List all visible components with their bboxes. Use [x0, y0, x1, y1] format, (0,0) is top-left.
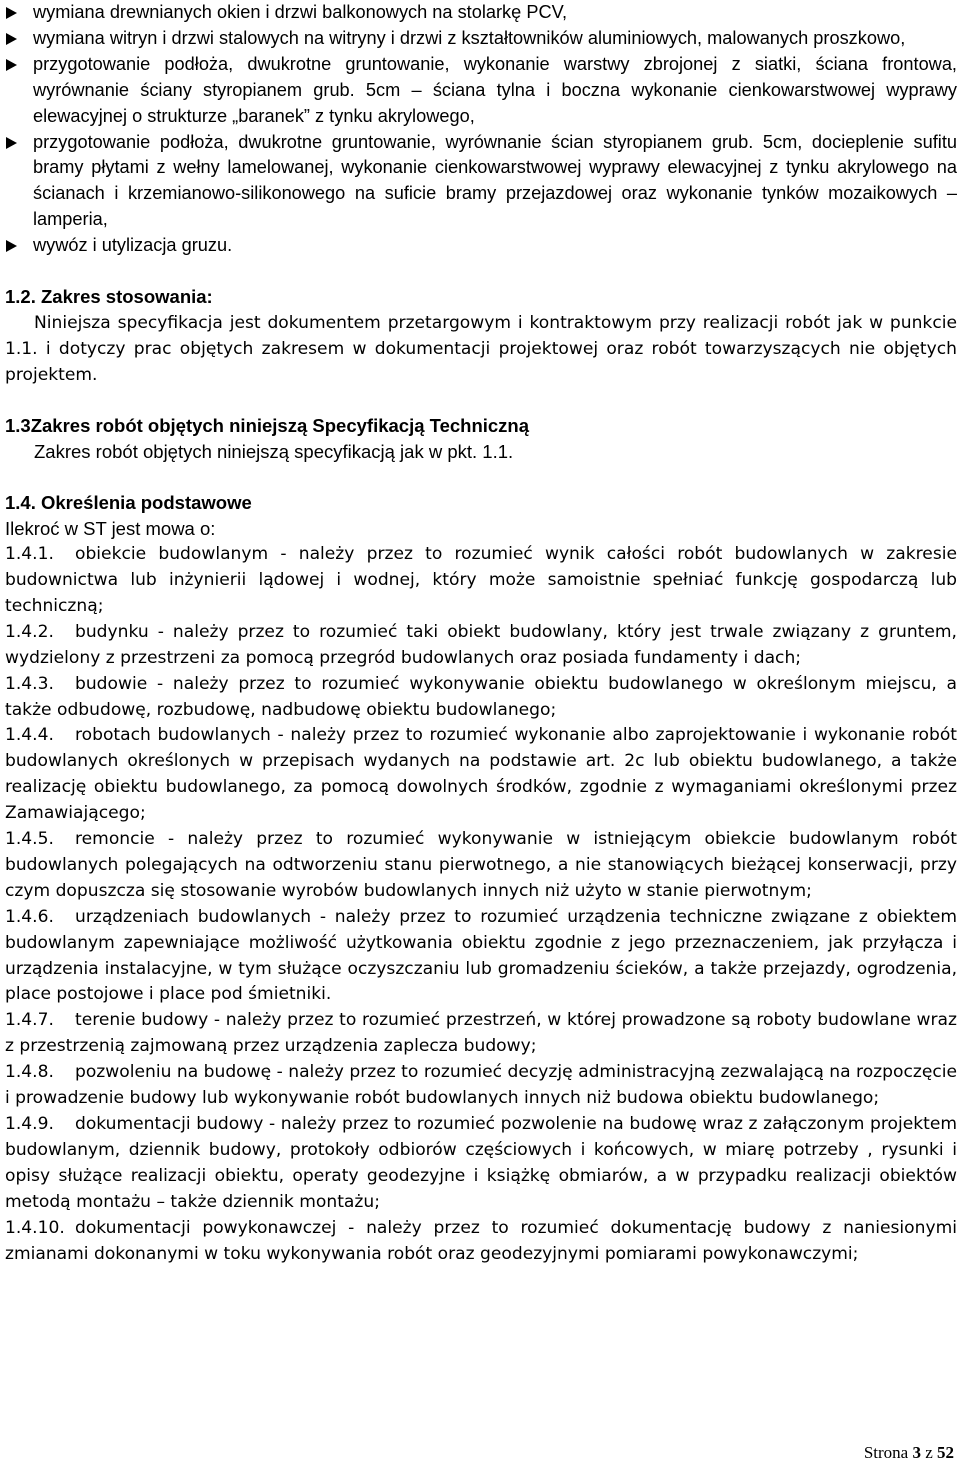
- footer-page-number: 3: [912, 1443, 921, 1462]
- section-number: 1.4.: [5, 492, 36, 514]
- section-number: 1.2.: [5, 286, 36, 308]
- section-number: 1.3: [5, 415, 31, 437]
- definition-number: 1.4.3.: [5, 673, 54, 694]
- definition-text: dokumentacji powykonawczej - należy przez to rozumieć dokumentację budowy z naniesionymi zmianami dokonanymi w toku wykonywania robót oraz geodezyjnymi pomiarami powykonawczymi;: [5, 1217, 957, 1264]
- definition-text: budowie - należy przez to rozumieć wykonywanie obiektu budowlanego w określonym miejscu, a także odbudowę, rozbudowę, nadbudowę obiektu budowlanego;: [5, 673, 957, 720]
- definition-item: [5, 1008, 957, 1060]
- footer-label: Strona: [863, 1443, 909, 1462]
- section-heading: [5, 490, 957, 516]
- definition-text: remoncie - należy przez to rozumieć wykonywanie w istniejącym obiekcie budowlanym robót budowlanych polegających na odtworzeniu stanu pierwotnego, a nie stanowiących bieżącej konserwacji, przy czym dopuszcza się stosowanie wyrobów budowlanych innych niż użyto w stanie pierwotnym;: [5, 829, 957, 901]
- bullet-text: przygotowanie podłoża, dwukrotne gruntowanie, wykonanie warstwy zbrojonej z siatki, ściana frontowa, wyrównanie ściany styropianem grub. 5cm – ściana tylna i boczna wykonanie cienkowarstwowej wyprawy elewacyjnej o strukturze „baranek” z tynku akrylowego,: [33, 53, 957, 126]
- definition-text: dokumentacji budowy - należy przez to rozumieć pozwolenie na budowę wraz z załączonym projektem budowlanym, dziennik budowy, protokoły odbiorów częściowych i końcowych, w miarę potrzeby , rysunki i opisy służące realizacji obiektu, operaty geodezyjne i książkę obmiarów, a w przypadku realizacji obiektów metodą montażu – także dziennik montażu;: [5, 1114, 957, 1212]
- page-footer: [864, 1443, 954, 1463]
- definition-number: 1.4.5.: [5, 829, 54, 850]
- bullet-item: [5, 233, 957, 259]
- definition-number: 1.4.9.: [5, 1114, 54, 1134]
- definition-item: [5, 827, 957, 905]
- definition-number: 1.4.4.: [5, 725, 54, 746]
- definition-item: [5, 723, 957, 827]
- section-body: Zakres robót objętych niniejszą specyfikacją jak w pkt. 1.1.: [34, 441, 514, 463]
- triangle-bullet-icon: [6, 33, 17, 45]
- section-title: Określenia podstawowe: [41, 492, 252, 514]
- section-title: Zakres robót objętych niniejszą Specyfikacją Techniczną: [30, 415, 530, 437]
- section-1-2: [5, 284, 957, 388]
- definition-text: pozwoleniu na budowę - należy przez to rozumieć decyzję administracyjną zezwalającą na rozpoczęcie i prowadzenie budowy lub wykonywanie robót budowlanych innych niż budowa obiektu budowlanego;: [5, 1062, 957, 1109]
- section-title: Zakres stosowania:: [41, 286, 213, 308]
- triangle-bullet-icon: [6, 7, 17, 19]
- definition-item: [5, 905, 957, 1009]
- triangle-bullet-icon: [6, 240, 17, 252]
- definition-number: 1.4.10.: [5, 1217, 65, 1238]
- definition-item: [5, 1112, 957, 1216]
- definition-number: 1.4.1.: [5, 544, 54, 565]
- definition-text: urządzeniach budowlanych - należy przez to rozumieć urządzenia techniczne związane z obiektem budowlanym zapewniające możliwość użytkowania obiektu zgodnie z jego przeznaczeniem, jak przyłącza i urządzenia instalacyjne, w tym służące oczyszczaniu lub gromadzeniu ścieków, a także przejazdy, ogrodzenia, place postojowe i place pod śmietniki.: [5, 906, 957, 1005]
- scope-bullet-list: [5, 0, 957, 259]
- section-heading: [5, 413, 957, 439]
- triangle-bullet-icon: [6, 59, 17, 71]
- bullet-text: wywóz i utylizacja gruzu.: [33, 235, 233, 256]
- definition-text: budynku - należy przez to rozumieć taki obiekt budowlany, który jest trwale związany z gruntem, wydzielony z przestrzeni za pomocą przegród budowlanych oraz posiada fundamenty i dach;: [5, 621, 957, 668]
- definitions-list: [5, 542, 957, 1267]
- definition-text: obiekcie budowlanym - należy przez to rozumieć wynik całości robót budowlanych w zakresie budownictwa lub inżynierii lądowej i wodnej, który może samoistnie spełniać funkcję gospodarczą lub techniczną;: [5, 544, 957, 616]
- definition-item: [5, 542, 957, 620]
- definition-text: terenie budowy - należy przez to rozumieć przestrzeń, w której prowadzone są roboty budowlane wraz z przestrzenią zajmowaną przez urządzenia zaplecza budowy;: [5, 1010, 957, 1057]
- triangle-bullet-icon: [6, 137, 17, 149]
- definition-number: 1.4.8.: [5, 1062, 54, 1083]
- bullet-item: [5, 130, 957, 234]
- bullet-text: przygotowanie podłoża, dwukrotne gruntowanie, wyrównanie ścian styropianem grub. 5cm, docieplenie sufitu bramy płytami z wełny lamelowanej, wykonanie cienkowarstwowej wyprawy elewacyjnej z tynku akrylowego na ścianach i krzemianowo-silikonowego na suficie bramy przejazdowej oraz wykonanie tynków mozaikowych – lamperia,: [33, 131, 957, 230]
- bullet-item: [5, 26, 957, 52]
- section-body: Niniejsza specyfikacja jest dokumentem przetargowym i kontraktowym przy realizacji robót jak w punkcie 1.1. i dotyczy prac objętych zakresem w dokumentacji projektowej oraz robót towarzyszących nie objętych projektem.: [5, 313, 957, 386]
- definition-item: [5, 672, 957, 724]
- footer-page-total: 52: [937, 1443, 954, 1462]
- bullet-text: wymiana drewnianych okien i drzwi balkonowych na stolarkę PCV,: [33, 2, 568, 22]
- definition-item: [5, 1060, 957, 1112]
- definition-number: 1.4.6.: [5, 906, 54, 927]
- bullet-item: [5, 52, 957, 130]
- footer-separator: z: [925, 1443, 933, 1462]
- bullet-text: wymiana witryn i drzwi stalowych na witryny i drzwi z kształtowników aluminiowych, malowanych proszkowo,: [33, 27, 906, 48]
- section-heading: [5, 284, 957, 310]
- definition-item: [5, 1216, 957, 1268]
- document-page: [5, 0, 957, 1267]
- definition-number: 1.4.7.: [5, 1010, 54, 1031]
- section-1-3: [5, 413, 957, 465]
- definition-number: 1.4.2.: [5, 621, 54, 642]
- definition-text: robotach budowlanych - należy przez to rozumieć wykonanie albo zaprojektowanie i wykonanie robót budowlanych określonych w przepisach wydanych na podstawie art. 2c lub obiektu budowlanego, a także realizację obiektu budowlanego, za pomocą dowolnych środków, zgodnie z wymaganiami określonymi przez Zamawiającego;: [5, 725, 957, 824]
- definition-item: [5, 620, 957, 672]
- section-intro: Ilekroć w ST jest mowa o:: [5, 518, 216, 540]
- bullet-item: [5, 0, 957, 26]
- section-1-4: [5, 490, 957, 1267]
